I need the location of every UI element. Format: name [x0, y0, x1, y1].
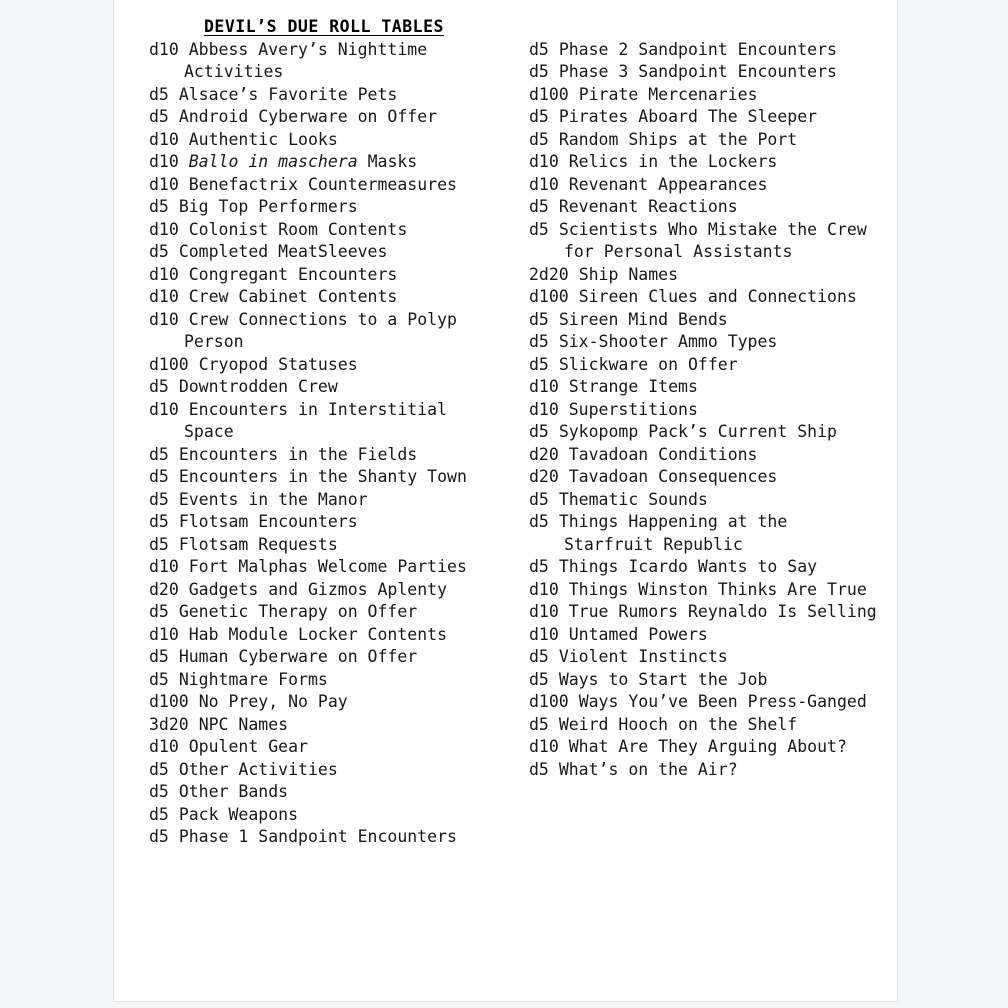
- entry-die: d5: [149, 84, 169, 104]
- index-entry: [149, 39, 499, 84]
- entry-die: d5: [529, 759, 549, 779]
- index-entry: [529, 466, 879, 489]
- entry-die: 3d20: [149, 714, 189, 734]
- index-entry: [149, 309, 499, 354]
- index-entry: [149, 354, 499, 377]
- entry-name: No Prey, No Pay: [198, 692, 348, 711]
- entry-die: d10: [149, 219, 179, 239]
- index-entry: [149, 84, 499, 107]
- entry-die: d5: [149, 669, 169, 689]
- entry-name: Weird Hooch on the Shelf: [558, 714, 798, 734]
- entry-name: Opulent Gear: [188, 737, 308, 756]
- entry-name: Flotsam Requests: [178, 534, 338, 554]
- entry-name: Abbess Avery’s Nighttime Activities: [184, 39, 428, 81]
- index-entry: [529, 646, 879, 669]
- index-entry: [149, 669, 499, 692]
- entry-name: Relics in the Lockers: [568, 152, 778, 171]
- entry-die: d20: [529, 467, 559, 486]
- entry-die: d10: [149, 309, 179, 329]
- entry-name: Strange Items: [568, 377, 698, 396]
- entry-name: Authentic Looks: [188, 129, 338, 149]
- index-column-right: [529, 0, 879, 781]
- index-entry: [149, 151, 499, 174]
- index-entry: [529, 669, 879, 692]
- entry-die: d5: [529, 39, 549, 59]
- entry-name: Untamed Powers: [568, 624, 708, 644]
- index-entry: [149, 489, 499, 512]
- entry-die: d100: [529, 84, 569, 104]
- roll-table-index: [114, 0, 898, 1002]
- entry-name: Random Ships at the Port: [558, 129, 798, 149]
- index-entry: [529, 106, 879, 129]
- entry-name: Violent Instincts: [558, 647, 728, 666]
- entry-name: Phase 1 Sandpoint Encounters: [178, 827, 457, 846]
- entry-name: Scientists Who Mistake the Crew for Personal Assistants: [558, 219, 867, 261]
- entry-name: Events in the Manor: [178, 489, 368, 509]
- index-entry: [529, 376, 879, 399]
- entry-die: d5: [149, 242, 169, 261]
- entry-name: Encounters in the Fields: [178, 444, 418, 464]
- entry-name: Pack Weapons: [178, 804, 299, 824]
- index-entry: [149, 781, 499, 804]
- document-page: [113, 0, 898, 1002]
- entry-die: d5: [149, 377, 169, 396]
- entry-die: d5: [529, 107, 549, 126]
- entry-die: d5: [529, 489, 549, 509]
- entry-name: Pirate Mercenaries: [578, 84, 758, 104]
- entry-die: d10: [149, 174, 179, 194]
- entry-die: d5: [149, 197, 169, 216]
- entry-name: NPC Names: [198, 714, 289, 734]
- entry-die: d10: [149, 264, 179, 284]
- entry-name: True Rumors Reynaldo Is Selling: [568, 602, 877, 621]
- index-entry: [529, 714, 879, 737]
- index-entry: [529, 556, 879, 579]
- index-entry: [529, 61, 879, 84]
- entry-die: d10: [529, 399, 559, 419]
- page-title-text: DEVIL’S DUE ROLL TABLES: [204, 17, 444, 36]
- index-entry: [149, 601, 499, 624]
- entry-die: d5: [149, 512, 169, 531]
- entry-name: Benefactrix Countermeasures: [188, 174, 457, 194]
- index-entry: [149, 534, 499, 557]
- entry-die: d10: [149, 129, 179, 149]
- entry-name: Encounters in the Shanty Town: [178, 467, 467, 486]
- index-entry: [149, 646, 499, 669]
- entry-die: d100: [149, 692, 189, 711]
- entry-die: d10: [149, 624, 179, 644]
- index-entry: [529, 736, 879, 759]
- entry-die: d5: [149, 444, 169, 464]
- entry-name: Things Icardo Wants to Say: [558, 557, 818, 576]
- index-entry: [149, 264, 499, 287]
- index-entry: [529, 399, 879, 422]
- entry-die: d10: [149, 152, 179, 171]
- entry-die: d20: [529, 444, 559, 464]
- entry-name: Completed MeatSleeves: [178, 242, 388, 261]
- entry-name: Things Happening at the Starfruit Republic: [558, 512, 788, 554]
- entry-die: d10: [149, 557, 179, 576]
- entry-name: Cryopod Statuses: [198, 354, 358, 374]
- page-title: [149, 0, 499, 39]
- entry-name: Nightmare Forms: [178, 669, 328, 689]
- index-entry: [529, 489, 879, 512]
- index-entry: [529, 579, 879, 602]
- entry-name: Tavadoan Consequences: [568, 467, 778, 486]
- entry-name: Six-Shooter Ammo Types: [558, 332, 778, 351]
- entry-name: Downtrodden Crew: [178, 377, 338, 396]
- index-entry: [529, 444, 879, 467]
- index-entry: [529, 601, 879, 624]
- entry-name: Sireen Mind Bends: [558, 309, 728, 329]
- index-entry: [529, 219, 879, 264]
- entry-die: d20: [149, 579, 179, 599]
- entry-name: Genetic Therapy on Offer: [178, 602, 418, 621]
- entry-die: d10: [529, 624, 559, 644]
- index-entry-list-left: [149, 39, 499, 849]
- index-entry: [529, 759, 879, 782]
- entry-name: Superstitions: [568, 399, 698, 419]
- index-entry: [149, 826, 499, 849]
- entry-die: d5: [529, 197, 549, 216]
- index-entry: [529, 511, 879, 556]
- entry-die: d5: [529, 557, 549, 576]
- entry-die: d5: [149, 107, 169, 126]
- index-entry: [149, 759, 499, 782]
- index-entry: [529, 129, 879, 152]
- entry-name: Big Top Performers: [178, 197, 358, 216]
- index-entry: [149, 106, 499, 129]
- entry-die: d5: [149, 804, 169, 824]
- entry-die: 2d20: [529, 264, 569, 284]
- entry-die: d5: [529, 332, 549, 351]
- index-entry: [149, 399, 499, 444]
- entry-name: Tavadoan Conditions: [568, 444, 758, 464]
- entry-die: d5: [529, 422, 549, 441]
- entry-die: d5: [149, 489, 169, 509]
- entry-name: Ways to Start the Job: [558, 669, 768, 689]
- entry-name: Flotsam Encounters: [178, 512, 358, 531]
- index-entry: [529, 421, 879, 444]
- entry-name: Ship Names: [578, 264, 679, 284]
- entry-name: Crew Connections to a Polyp Person: [184, 309, 457, 351]
- index-column-left: [149, 0, 499, 849]
- entry-die: d10: [149, 39, 179, 59]
- entry-die: d10: [529, 377, 559, 396]
- entry-die: d5: [529, 714, 549, 734]
- entry-die: d5: [529, 129, 549, 149]
- entry-name: Ways You’ve Been Press-Ganged: [578, 692, 867, 711]
- entry-name: Fort Malphas Welcome Parties: [188, 557, 467, 576]
- entry-name: Pirates Aboard The Sleeper: [558, 107, 818, 126]
- entry-name: Gadgets and Gizmos Aplenty: [188, 579, 448, 599]
- index-entry: [529, 39, 879, 62]
- entry-name: Sykopomp Pack’s Current Ship: [558, 422, 837, 441]
- entry-name: Sireen Clues and Connections: [578, 287, 857, 306]
- index-entry: [149, 736, 499, 759]
- index-entry: [149, 556, 499, 579]
- entry-name: Alsace’s Favorite Pets: [178, 84, 398, 104]
- index-entry: [149, 241, 499, 264]
- entry-name-italic: Ballo in maschera: [188, 152, 358, 171]
- index-entry: [529, 354, 879, 377]
- entry-name: Other Bands: [178, 782, 289, 801]
- entry-die: d5: [529, 309, 549, 329]
- entry-die: d5: [529, 354, 549, 374]
- entry-die: d5: [529, 62, 549, 81]
- index-entry: [529, 151, 879, 174]
- entry-name: Things Winston Thinks Are True: [568, 579, 867, 599]
- entry-die: d10: [529, 152, 559, 171]
- entry-die: d5: [149, 782, 169, 801]
- entry-name: Phase 2 Sandpoint Encounters: [558, 39, 837, 59]
- entry-name: Human Cyberware on Offer: [178, 647, 418, 666]
- index-entry: [149, 804, 499, 827]
- index-entry: [149, 129, 499, 152]
- index-entry: [149, 691, 499, 714]
- entry-die: d5: [529, 647, 549, 666]
- entry-die: d5: [529, 219, 549, 239]
- entry-name: Android Cyberware on Offer: [178, 107, 438, 126]
- index-entry: [529, 84, 879, 107]
- index-entry: [149, 174, 499, 197]
- entry-die: d10: [529, 737, 559, 756]
- entry-name: Thematic Sounds: [558, 489, 708, 509]
- entry-name: Revenant Appearances: [568, 174, 768, 194]
- entry-name: Congregant Encounters: [188, 264, 398, 284]
- index-entry: [149, 286, 499, 309]
- index-entry: [149, 376, 499, 399]
- index-entry: [529, 264, 879, 287]
- entry-die: d100: [149, 354, 189, 374]
- index-entry: [149, 511, 499, 534]
- column-top-spacer: [529, 0, 879, 39]
- entry-name: What’s on the Air?: [558, 759, 738, 779]
- entry-name: Revenant Reactions: [558, 197, 738, 216]
- index-entry: [149, 444, 499, 467]
- entry-die: d5: [149, 534, 169, 554]
- entry-name: Phase 3 Sandpoint Encounters: [558, 62, 837, 81]
- index-entry-list-right: [529, 39, 879, 782]
- entry-die: d5: [529, 512, 549, 531]
- entry-name: Other Activities: [178, 759, 338, 779]
- index-entry: [529, 286, 879, 309]
- entry-die: d10: [149, 737, 179, 756]
- index-entry: [529, 309, 879, 332]
- index-entry: [149, 714, 499, 737]
- index-entry: [149, 624, 499, 647]
- index-entry: [529, 331, 879, 354]
- entry-die: d10: [149, 399, 179, 419]
- entry-die: d10: [529, 174, 559, 194]
- entry-name: Encounters in Interstitial Space: [184, 399, 448, 441]
- index-entry: [149, 219, 499, 242]
- entry-die: d10: [529, 579, 559, 599]
- entry-die: d5: [149, 827, 169, 846]
- entry-name: Crew Cabinet Contents: [188, 287, 398, 306]
- entry-name: Hab Module Locker Contents: [188, 624, 448, 644]
- index-entry: [529, 196, 879, 219]
- entry-die: d5: [149, 602, 169, 621]
- entry-name: What Are They Arguing About?: [568, 737, 847, 756]
- index-entry: [149, 466, 499, 489]
- entry-name: Colonist Room Contents: [188, 219, 408, 239]
- entry-die: d5: [149, 467, 169, 486]
- entry-die: d100: [529, 692, 569, 711]
- entry-die: d5: [149, 647, 169, 666]
- index-entry: [149, 579, 499, 602]
- entry-die: d100: [529, 287, 569, 306]
- index-entry: [149, 196, 499, 219]
- entry-die: d5: [529, 669, 549, 689]
- entry-die: d10: [529, 602, 559, 621]
- index-entry: [529, 624, 879, 647]
- entry-die: d10: [149, 287, 179, 306]
- entry-die: d5: [149, 759, 169, 779]
- entry-name: Masks: [357, 152, 418, 171]
- index-entry: [529, 174, 879, 197]
- index-entry: [529, 691, 879, 714]
- entry-name: Slickware on Offer: [558, 354, 738, 374]
